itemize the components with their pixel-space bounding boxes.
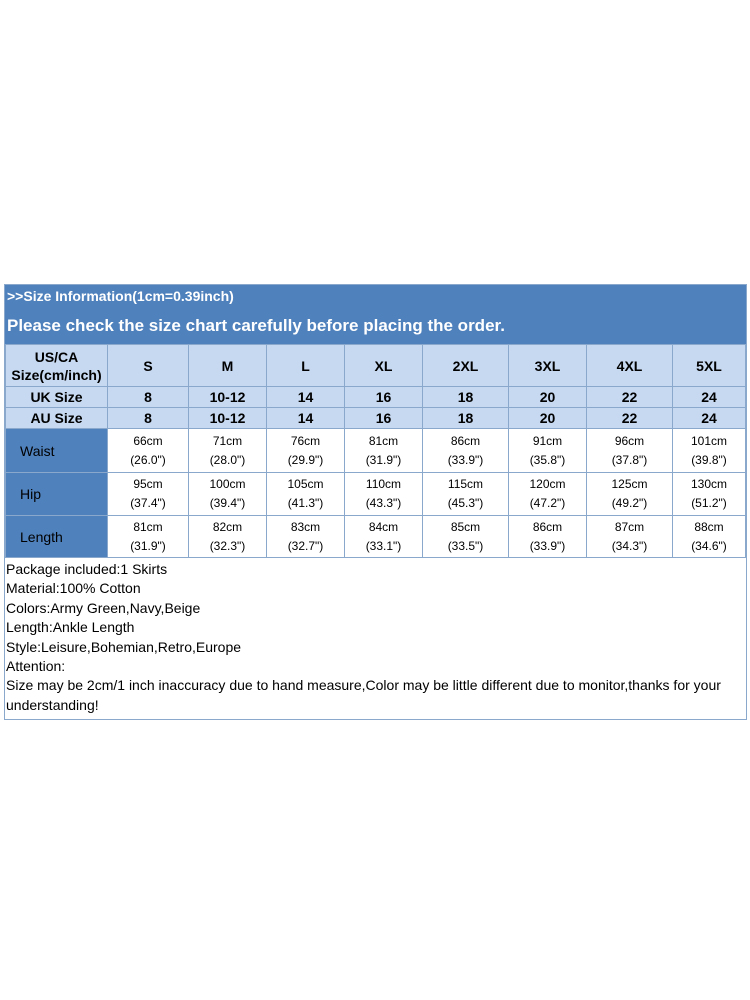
measure-cm: 76cm [290,433,321,448]
measure-cell [423,429,509,473]
measure-cell [587,516,673,558]
measure-cell [423,473,509,516]
measure-cm: 115cm [447,477,484,491]
note-attention: Attention: [6,658,66,675]
measure-label: Hip [6,473,108,516]
measure-cell [673,473,746,516]
measure-row [6,516,746,558]
note-colors: Colors:Army Green,Navy,Beige [6,599,201,616]
measure-cm: 130cm [690,477,728,491]
measure-cm: 110cm [365,477,402,491]
measure-cell [189,473,267,516]
measure-cm: 88cm [694,519,724,534]
measure-inch: (39.4") [209,496,246,510]
measure-cm: 105cm [287,477,324,491]
size-cell: XL [345,345,423,387]
measure-cm: 71cm [212,433,243,448]
size-cell: 20 [509,387,587,408]
size-cell: 18 [423,387,509,408]
measure-cell [345,473,423,516]
measure-inch: (39.8") [691,452,727,467]
measure-cell [267,516,345,558]
size-cell: 22 [587,387,673,408]
measure-cell [345,429,423,473]
size-cell: 3XL [509,345,587,387]
note-length: Length:Ankle Length [6,619,135,636]
measure-inch: (34.6") [691,538,727,553]
measure-inch: (49.2") [611,496,648,510]
measure-cell [423,516,509,558]
size-cell: 2XL [423,345,509,387]
product-notes [5,558,746,719]
measure-cm: 86cm [532,519,563,534]
measure-inch: (45.3") [447,496,484,510]
size-info-title: >>Size Information(1cm=0.39inch) [7,288,234,304]
measure-cell [267,429,345,473]
measure-cm: 125cm [611,477,648,491]
measure-inch: (28.0") [209,452,246,467]
size-row-label: UK Size [6,387,108,408]
measure-row [6,429,746,473]
measure-inch: (33.1") [365,538,402,553]
measure-cell [267,473,345,516]
measure-cell [189,429,267,473]
measure-cm: 100cm [209,477,246,491]
size-cell: 24 [673,408,746,429]
measure-cm: 84cm [368,519,399,534]
measure-inch: (33.9") [447,452,484,467]
measure-inch: (26.0") [130,452,166,467]
measure-inch: (47.2") [529,496,566,510]
measure-inch: (32.3") [209,538,246,553]
order-notice: Please check the size chart carefully before placing the order. [7,316,505,335]
size-table [5,344,746,558]
size-cell: 5XL [673,345,746,387]
measure-cell [345,516,423,558]
measure-inch: (33.9") [529,538,566,553]
size-header-row [6,387,746,408]
note-material: Material:100% Cotton [6,580,141,597]
size-cell: 10-12 [189,408,267,429]
measure-cell [509,516,587,558]
size-row-label: US/CA Size(cm/inch) [6,345,108,387]
size-cell: L [267,345,345,387]
measure-cell [189,516,267,558]
measure-inch: (37.8") [611,452,648,467]
measure-cm: 83cm [290,519,321,534]
measure-label: Length [6,516,108,558]
measure-cm: 96cm [614,433,645,448]
measure-inch: (29.9") [287,452,324,467]
measure-cm: 86cm [450,433,481,448]
size-cell: 18 [423,408,509,429]
measure-cm: 95cm [133,477,163,491]
size-cell: 8 [108,408,189,429]
size-cell: 14 [267,408,345,429]
measure-cm: 85cm [450,519,481,534]
measure-inch: (51.2") [691,496,727,510]
measure-cm: 120cm [529,477,566,491]
size-cell: 14 [267,387,345,408]
measure-inch: (41.3") [287,496,324,510]
measure-label: Waist [6,429,108,473]
measure-cm: 81cm [368,433,399,448]
size-row-label: AU Size [6,408,108,429]
measure-inch: (31.9") [365,452,402,467]
measure-inch: (33.5") [447,538,484,553]
note-package: Package included:1 Skirts [6,561,168,577]
size-cell: 22 [587,408,673,429]
size-cell: 16 [345,408,423,429]
measure-cm: 87cm [614,519,645,534]
measure-cm: 101cm [690,433,728,448]
measure-row [6,473,746,516]
measure-inch: (34.3") [611,538,648,553]
measure-cell [587,473,673,516]
note-style: Style:Leisure,Bohemian,Retro,Europe [6,638,242,655]
size-header-row [6,345,746,387]
size-cell: 8 [108,387,189,408]
size-info-banner [5,285,746,344]
measure-cell [108,516,189,558]
measure-cm: 82cm [212,519,243,534]
measure-cm: 91cm [532,433,563,448]
size-cell: 16 [345,387,423,408]
size-cell: 24 [673,387,746,408]
measure-inch: (37.4") [130,496,166,510]
size-header-row [6,408,746,429]
measure-cm: 66cm [133,433,163,448]
measure-cell [509,429,587,473]
measure-cm: 81cm [133,519,163,534]
size-cell: 4XL [587,345,673,387]
size-cell: M [189,345,267,387]
measure-inch: (31.9") [130,538,166,553]
size-cell: S [108,345,189,387]
size-cell: 20 [509,408,587,429]
measure-cell [108,473,189,516]
measure-inch: (32.7") [287,538,324,553]
measure-cell [673,429,746,473]
measure-inch: (43.3") [365,496,402,510]
measure-cell [587,429,673,473]
size-cell: 10-12 [189,387,267,408]
size-chart-sheet [4,284,747,720]
note-disclaimer: Size may be 2cm/1 inch inaccuracy due to hand measure,Color may be little different due to monitor,thanks for your understanding! [6,677,721,713]
measure-cell [108,429,189,473]
measure-cell [509,473,587,516]
measure-inch: (35.8") [529,452,566,467]
measure-cell [673,516,746,558]
